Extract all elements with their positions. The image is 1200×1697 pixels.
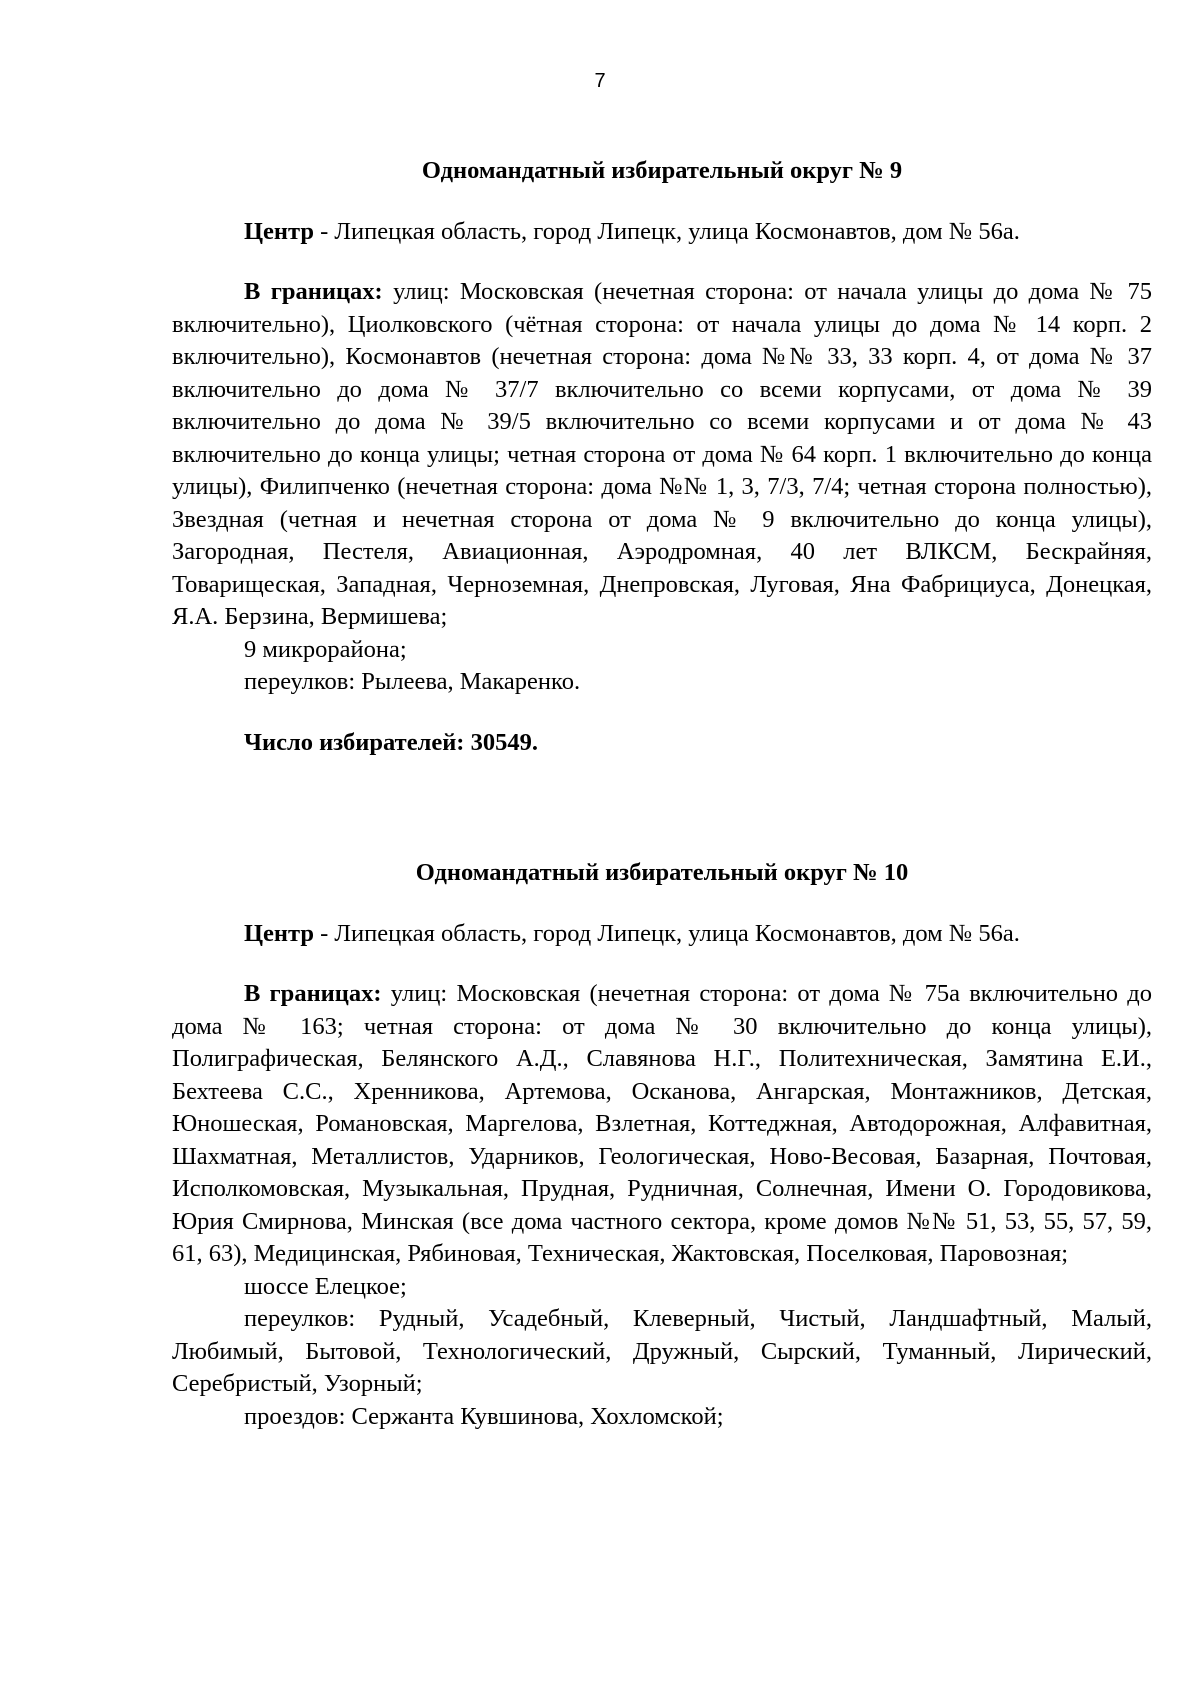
district-9-center — [172, 216, 1152, 249]
district-10-center — [172, 918, 1152, 951]
district-10-title: Одномандатный избирательный округ № 10 — [415, 859, 909, 886]
district-10-highway: шоссе Елецкое; — [244, 1272, 407, 1300]
district-9-center-label: Центр — [244, 217, 315, 245]
district-10-bounds-text: улиц: Московская (нечетная сторона: от дома № 75а включительно до дома № 163; четная сторона: от дома № 30 включительно до конца улицы), Полиграфическая, Белянского А.Д., Славянова Н.Г., Политехническая, Замятина Е.И., Бехтеева С.С., Хренникова, Артемова, Осканова, Ангарская, Монтажников, Детская, Юношеская, Романовская, Маргелова, Взлетная, Коттеджная, Автодорожная, Алфавитная, Шахматная, Металлистов, Ударников, Геологическая, Ново-Весовая, Базарная, Почтовая, Исполкомовская, Музыкальная, Прудная, Рудничная, Солнечная, Имени О. Городовикова, Юрия Смирнова, Минская (все дома частного сектора, кроме домов №№ 51, 53, 55, 57, 59, 61, 63), Медицинская, Рябиновая, Техническая, Жактовская, Поселковая, Паровозная; — [172, 980, 1152, 1267]
district-9-bounds-label: В границах: — [244, 278, 383, 305]
district-10-center-text: - Липецкая область, город Липецк, улица Космонавтов, дом № 56а. — [314, 919, 1020, 947]
district-9-bounds-text: улиц: Московская (нечетная сторона: от начала улицы до дома № 75 включительно), Циолковского (чётная сторона: от начала улицы до дома № 14 корп. 2 включительно), Космонавтов (нечетная сторона: дома №№ 33, 33 корп. 4, от дома № 37 включительно до дома № 37/7 включительно со всеми корпусами, от дома № 39 включительно до дома № 39/5 включительно со всеми корпусами и от дома № 43 включительно до конца улицы; четная сторона от дома № 64 корп. 1 включительно до конца улицы), Филипченко (нечетная сторона: дома №№ 1, 3, 7/3, 7/4; четная сторона полностью), Звездная (четная и нечетная сторона от дома № 9 включительно до конца улицы), Загородная, Пестеля, Авиационная, Аэродромная, 40 лет ВЛКСМ, Бескрайняя, Товарищеская, Западная, Черноземная, Днепровская, Луговая, Яна Фабрициуса, Донецкая, Я.А. Берзина, Вермишева; — [172, 278, 1152, 630]
district-9-title: Одномандатный избирательный округ № 9 — [421, 157, 903, 184]
district-10-bounds — [172, 978, 1152, 1271]
district-9-center-text: - Липецкая область, город Липецк, улица Космонавтов, дом № 56а. — [314, 217, 1020, 245]
district-10-section — [172, 857, 1152, 1433]
district-10-bounds-label: В границах: — [244, 980, 382, 1007]
district-10-passages: проездов: Сержанта Кувшинова, Хохломской; — [244, 1402, 724, 1430]
district-9-bounds — [172, 276, 1152, 634]
district-9-lanes: переулков: Рылеева, Макаренко. — [244, 668, 581, 695]
district-10-lanes: переулков: Рудный, Усадебный, Клеверный, Чистый, Ландшафтный, Малый, Любимый, Бытовой, Технологический, Дружный, Сырский, Туманный, Лирический, Серебристый, Узорный; — [172, 1305, 1152, 1397]
district-9-microdistricts: 9 микрорайона; — [244, 635, 407, 663]
district-10-center-label: Центр — [244, 919, 315, 947]
district-9-voters: Число избирателей: 30549. — [244, 728, 538, 756]
page-number: 7 — [594, 70, 606, 92]
document-body — [172, 155, 1152, 1433]
district-9-section — [172, 155, 1152, 759]
